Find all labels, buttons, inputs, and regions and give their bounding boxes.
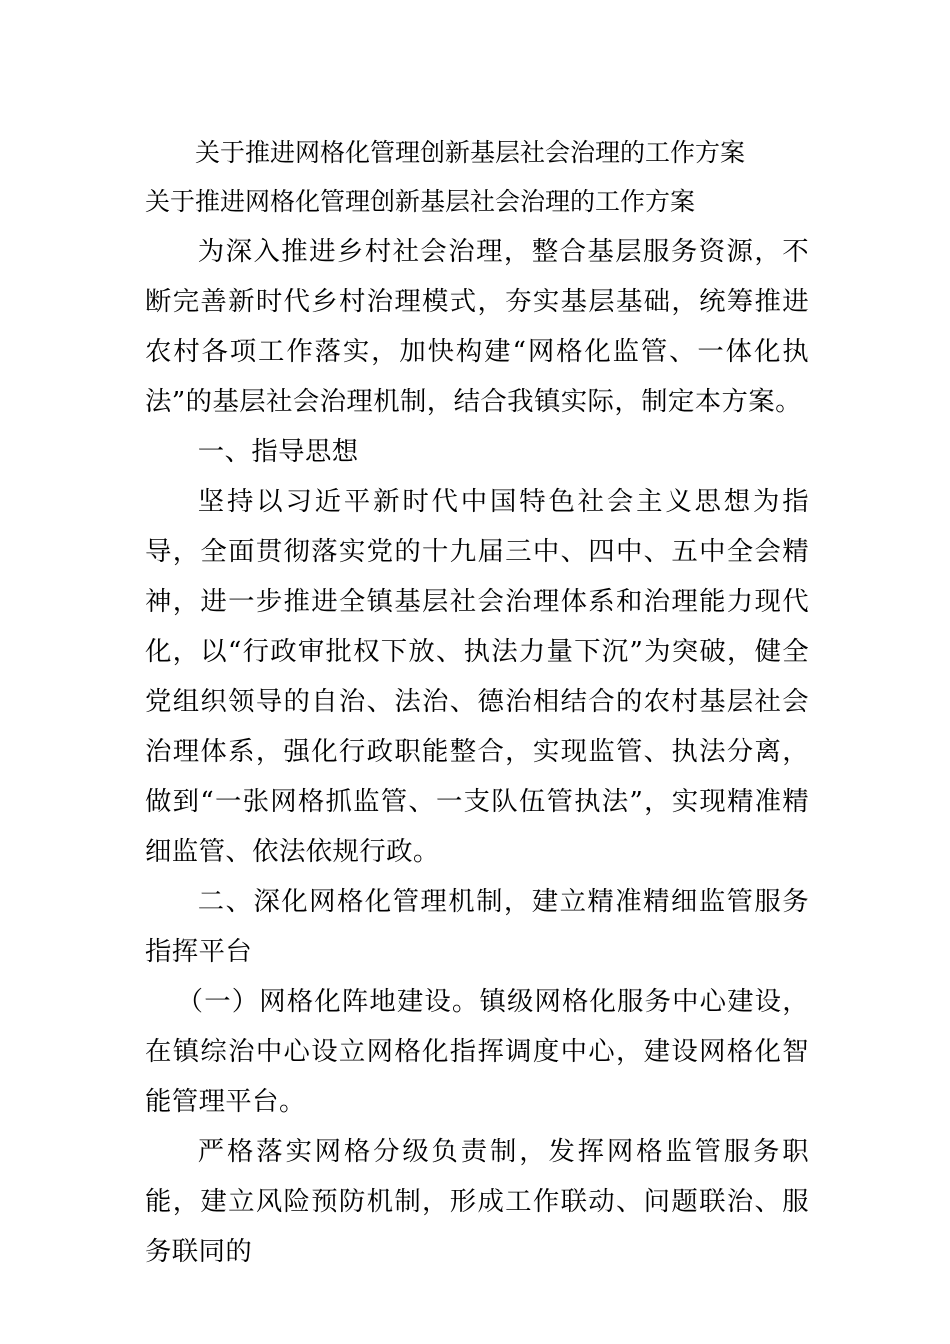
document-body bbox=[145, 227, 809, 1277]
section-heading-grid-management: 二、深化网格化管理机制，建立精准精细监管服务指挥平台 bbox=[145, 886, 809, 967]
document-title-centered: 关于推进网格化管理创新基层社会治理的工作方案 bbox=[195, 138, 746, 167]
paragraph-guiding-ideology: 坚持以习近平新时代中国特色社会主义思想为指导，全面贯彻落实党的十九届三中、四中、五中全会精神，进一步推进全镇基层社会治理体系和治理能力现代化，以“行政审批权下放、执法力量下沉”为突破，健全党组织领导的自治、法治、德治相结合的农村基层社会治理体系，强化行政职能整合，实现监管、执法分离，做到“一张网格抓监管、一支队伍管执法”，实现精准精细监管、依法依规行政。 bbox=[145, 486, 809, 867]
paragraph-grid-responsibility: 严格落实网格分级负责制，发挥网格监管服务职能，建立风险预防机制，形成工作联动、问题联治、服务联同的 bbox=[145, 1136, 809, 1267]
paragraph-intro: 为深入推进乡村社会治理，整合基层服务资源，不断完善新时代乡村治理模式，夯实基层基础，统筹推进农村各项工作落实，加快构建“网格化监管、一体化执法”的基层社会治理机制，结合我镇实际，制定本方案。 bbox=[145, 236, 809, 417]
document-title-left: 关于推进网格化管理创新基层社会治理的工作方案 bbox=[145, 187, 696, 216]
section-heading-guiding-ideology: 一、指导思想 bbox=[197, 436, 359, 467]
paragraph-grid-base-construction: （一）网格化阵地建设。镇级网格化服务中心建设，在镇综治中心设立网格化指挥调度中心，建设网格化智能管理平台。 bbox=[145, 986, 809, 1117]
